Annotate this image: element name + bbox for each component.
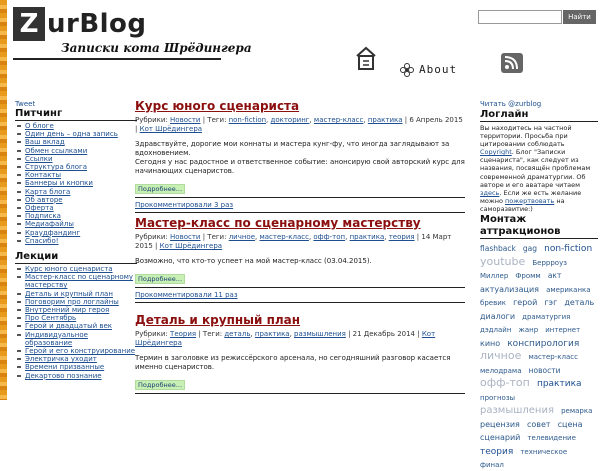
site-logo-text[interactable]: urBlog [47, 9, 147, 39]
read-more-button[interactable]: Подробнее… [135, 184, 185, 194]
tag-separator: , [384, 233, 389, 241]
tag-cloud-item[interactable]: дэдлайн [480, 326, 512, 335]
pitching-item-label: Карта блога [25, 187, 71, 196]
lectures-item-label: Про Сентябрь [25, 314, 77, 323]
post-divider [135, 393, 465, 394]
left-decorative-border [0, 0, 7, 400]
post-divider [135, 212, 465, 213]
logline-text-part: . Если же есть желание можно [480, 188, 582, 205]
pitching-item-label: Ссылки [25, 154, 53, 163]
tag-cloud-item[interactable]: бревик [480, 299, 506, 308]
pitching-item[interactable] [15, 237, 137, 245]
post [135, 313, 465, 394]
logline-text-part: Вы находитесь на частной территории. Просьба при цитировании соблюдать [480, 124, 572, 149]
sidebar-title-lectures: Лекции [15, 251, 137, 264]
right-sidebar [480, 100, 598, 471]
post-date: | 21 Декабрь 2014 | [345, 330, 422, 338]
post [135, 216, 465, 303]
pitching-item[interactable] [15, 147, 137, 155]
pitching-item[interactable] [15, 229, 137, 237]
tag-link[interactable]: мастер-класс [259, 233, 309, 241]
pitching-item-label: Структура блога [25, 163, 87, 172]
author-link[interactable]: Кот Шрёдингера [135, 330, 436, 347]
tags-label: | Теги: [200, 233, 229, 241]
donate-link[interactable]: пожертвовать [505, 196, 555, 205]
lectures-item[interactable] [15, 363, 137, 371]
flower-icon [400, 63, 414, 77]
post-date: | 6 Апрель 2015 | [135, 116, 463, 133]
tag-cloud-item[interactable]: интернет [545, 326, 581, 335]
sidebar-title-logline: Логлайн [480, 109, 598, 122]
lectures-item[interactable] [15, 290, 137, 298]
pitching-item-label: Подписка [25, 212, 61, 221]
rubric-link[interactable]: Новости [170, 116, 201, 124]
lectures-item-label: Деталь и крупный план [25, 289, 113, 298]
tag-separator: , [289, 330, 295, 338]
tags-label: | Теги: [196, 330, 225, 338]
lectures-item[interactable] [15, 265, 137, 273]
tag-cloud-item[interactable]: сценарий [480, 433, 521, 443]
search-button[interactable]: Найти [563, 10, 596, 24]
lectures-item[interactable] [15, 322, 137, 330]
lectures-item-label: Внутренний мир героя [25, 306, 110, 315]
lectures-item[interactable] [15, 347, 137, 355]
tag-cloud-item[interactable]: flashback [480, 244, 516, 254]
here-link[interactable]: здесь [480, 188, 500, 197]
rubric-label: Рубрики: [135, 116, 171, 124]
tag-cloud-item[interactable]: личное [480, 349, 522, 363]
post-divider [135, 287, 465, 288]
post-title-link[interactable]: Деталь и крупный план [135, 313, 301, 327]
tag-cloud-item[interactable]: диалоги [480, 311, 516, 321]
tag-cloud-item[interactable]: американка [546, 285, 591, 294]
search-input[interactable] [478, 10, 562, 24]
pitching-list [15, 122, 137, 245]
author-link[interactable]: Кот Шрёдингера [139, 125, 203, 133]
tag-cloud-item[interactable]: акт [547, 271, 562, 281]
lectures-item-label: Индивидуальное образование [25, 330, 88, 347]
tag-cloud-item[interactable]: техническое [520, 447, 568, 456]
pitching-item[interactable] [15, 138, 137, 146]
pitching-item-label: Об авторе [25, 195, 63, 204]
tag-cloud-item[interactable]: теория [480, 446, 514, 457]
tag-cloud-item[interactable]: прогнозы [480, 393, 516, 402]
lectures-item-label: Герой и его конструирование [25, 347, 136, 356]
tag-cloud-item[interactable]: non-fiction [544, 244, 593, 255]
pitching-item[interactable] [15, 155, 137, 163]
post-excerpt-line: Термин в заголовке из режиссёрского арсенала, но сегодняшний разговор касается именно сценаристов. [135, 354, 451, 371]
pitching-item[interactable] [15, 163, 137, 171]
pitching-item-label: Медиафайлы [25, 220, 74, 229]
rss-icon[interactable] [500, 52, 524, 74]
post-excerpt [135, 354, 465, 372]
post-meta [135, 116, 465, 134]
logline-text-part: . Блог "Записки сценариста", как следует из названия, посвящён проблемам современной драматургии. Об авторе и его аватаре читаем [480, 148, 591, 189]
lectures-item[interactable] [15, 298, 137, 306]
tag-cloud-item[interactable]: конспирология [507, 338, 580, 349]
rubric-label: Рубрики: [135, 330, 171, 338]
tag-link[interactable]: размышления [294, 330, 346, 338]
lectures-item[interactable] [15, 355, 137, 363]
pitching-item-label: Ваш вклад [25, 138, 65, 147]
post-excerpt-line: Сегодня у нас радостное и ответственное событие: анонсирую свой авторский курс для начинающих сценаристов. [135, 158, 465, 175]
rubric-link[interactable]: Теория [170, 330, 197, 338]
pitching-item-label: Баннеры и кнопки [25, 179, 93, 188]
pitching-item[interactable] [15, 220, 137, 228]
tag-link[interactable]: non-fiction [228, 116, 267, 124]
tag-cloud-item[interactable]: gag [522, 244, 538, 254]
pitching-item-label: О блоге [25, 122, 54, 130]
post-date: | 14 Март 2015 | [135, 233, 452, 250]
sidebar-title-pitching: Питчинг [15, 108, 137, 121]
tags-label: | Теги: [200, 116, 229, 124]
read-more-button[interactable]: Подробнее… [135, 380, 185, 390]
lectures-item[interactable] [15, 273, 137, 289]
about-label: About [419, 63, 458, 76]
pitching-item[interactable] [15, 212, 137, 220]
tag-cloud-item[interactable]: размышления [480, 405, 554, 417]
tag-separator: , [266, 116, 271, 124]
site-logo-letter[interactable]: Z [13, 7, 45, 41]
tag-separator: , [255, 233, 260, 241]
lectures-item-label: Поговорим про логлайны [25, 297, 119, 306]
logline-text [480, 124, 598, 213]
tag-cloud-item[interactable]: ремарка [561, 407, 593, 416]
post-excerpt-line: Возможно, что кто-то успеет на мой мастер-класс (03.04.2015). [135, 257, 372, 265]
post-excerpt [135, 140, 465, 176]
tweet-button[interactable]: Tweet [15, 100, 36, 108]
post [135, 99, 465, 213]
lectures-item[interactable] [15, 331, 137, 347]
tag-cloud-item[interactable]: финал [480, 461, 504, 470]
tagline-divider [13, 58, 221, 60]
lectures-item-label: Электричка уходит [25, 355, 97, 364]
pitching-item-label: Спасибо! [25, 236, 59, 245]
pitching-item[interactable] [15, 130, 137, 138]
tag-cloud-item[interactable]: совет [526, 419, 551, 429]
comments-link[interactable]: Прокомментировали 11 раз [135, 291, 238, 299]
pitching-item[interactable] [15, 188, 137, 196]
tag-cloud-item[interactable]: youtube [480, 254, 526, 268]
tag-link[interactable]: теория [388, 233, 415, 241]
tag-link[interactable]: мастер-класс [313, 116, 364, 124]
pitching-item-label: Один день – одна запись [25, 130, 118, 139]
tag-cloud-item[interactable]: мелодрама [480, 366, 522, 375]
tag-cloud-item[interactable]: деталь [564, 298, 595, 308]
lectures-item[interactable] [15, 314, 137, 322]
tag-separator: , [308, 233, 314, 241]
pitching-item-label: Оферта [25, 204, 54, 213]
pitching-item[interactable] [15, 171, 137, 179]
tag-cloud-item[interactable]: драматургия [522, 312, 571, 321]
tag-cloud-item[interactable]: жанр [518, 326, 539, 335]
post-title-link[interactable]: Курс юного сценариста [135, 99, 300, 113]
tag-cloud-item[interactable]: Фромм [515, 272, 541, 281]
author-link[interactable]: Кот Шрёдингера [159, 242, 223, 250]
tag-separator: , [309, 116, 314, 124]
left-sidebar [15, 100, 137, 386]
site-tagline: Записки кота Шрёдингера [61, 41, 252, 55]
tag-cloud-item[interactable]: мастер-класс [528, 353, 578, 362]
sidebar-title-tags: Монтаж аттракционов [480, 214, 598, 239]
tag-cloud-item[interactable]: сцена [557, 419, 583, 429]
tag-cloud-item[interactable]: кино [480, 338, 501, 348]
post-divider [135, 197, 465, 198]
tag-cloud-item[interactable]: новости [528, 365, 561, 375]
tag-cloud-item[interactable]: актуализация [480, 284, 539, 294]
tag-cloud-item[interactable]: практика [536, 379, 582, 390]
tag-cloud-item[interactable]: телевидение [527, 434, 576, 443]
search-form [478, 10, 596, 24]
tag-cloud-item[interactable]: герой [513, 298, 538, 308]
tag-cloud-item[interactable]: Беррроуз [532, 258, 567, 267]
pitching-item[interactable] [15, 179, 137, 187]
about-link[interactable] [400, 60, 462, 84]
pitching-item-label: Краудфандинг [25, 228, 81, 237]
home-icon[interactable] [355, 45, 377, 71]
logline-text-part: на саморазвитие:) [480, 196, 565, 213]
tag-link[interactable]: офф-топ [313, 233, 346, 241]
rubric-label: Рубрики: [135, 233, 171, 241]
tag-cloud [480, 241, 598, 471]
copyright-link[interactable]: Copyright [480, 148, 512, 157]
tag-separator: , [363, 116, 368, 124]
read-more-button[interactable]: Подробнее… [135, 274, 185, 284]
lectures-item-label: Герой и двадцатый век [25, 322, 113, 331]
lectures-list [15, 265, 137, 380]
tag-cloud-item[interactable]: офф-топ [480, 376, 530, 390]
pitching-item[interactable] [15, 122, 137, 130]
read-twitter-link[interactable]: Читать @zurblog [480, 100, 542, 108]
lectures-item-label: Мастер-класс по сценарному мастерству [25, 273, 134, 290]
lectures-item[interactable] [15, 306, 137, 314]
pitching-item-label: Контакты [25, 171, 62, 180]
lectures-item-label: Декартово познание [25, 371, 102, 380]
post-excerpt [135, 257, 465, 266]
comments-link[interactable]: Прокомментировали 3 раз [135, 201, 234, 209]
post-meta [135, 233, 465, 251]
tag-separator: , [250, 330, 255, 338]
lectures-item-label: Курс юного сценариста [25, 265, 113, 274]
tag-cloud-item[interactable]: рецензия [480, 419, 520, 429]
pitching-item[interactable] [15, 196, 137, 204]
tag-link[interactable]: практика [367, 116, 403, 124]
post-title-link[interactable]: Мастер-класс по сценарному мастерству [135, 216, 421, 230]
tag-cloud-item[interactable]: гэг [544, 298, 558, 308]
tag-separator: , [345, 233, 350, 241]
post-divider [135, 302, 465, 303]
tag-link[interactable]: личное [228, 233, 256, 241]
tag-link[interactable]: практика [254, 330, 290, 338]
tag-link[interactable]: докторинг [270, 116, 310, 124]
post-excerpt-line: Здравствуйте, дорогие мои коннаты и мастера кунг-фу, что иногда заглядывают за вдохновением. [135, 140, 450, 157]
tag-link[interactable]: деталь [224, 330, 251, 338]
pitching-item[interactable] [15, 204, 137, 212]
rubric-link[interactable]: Новости [170, 233, 201, 241]
tag-cloud-item[interactable]: Миллер [480, 272, 509, 281]
tag-link[interactable]: практика [349, 233, 385, 241]
lectures-item[interactable] [15, 372, 137, 380]
pitching-item-label: Обмен ссылками [25, 146, 88, 155]
post-meta [135, 330, 465, 348]
lectures-item-label: Времени призванные [25, 363, 105, 372]
